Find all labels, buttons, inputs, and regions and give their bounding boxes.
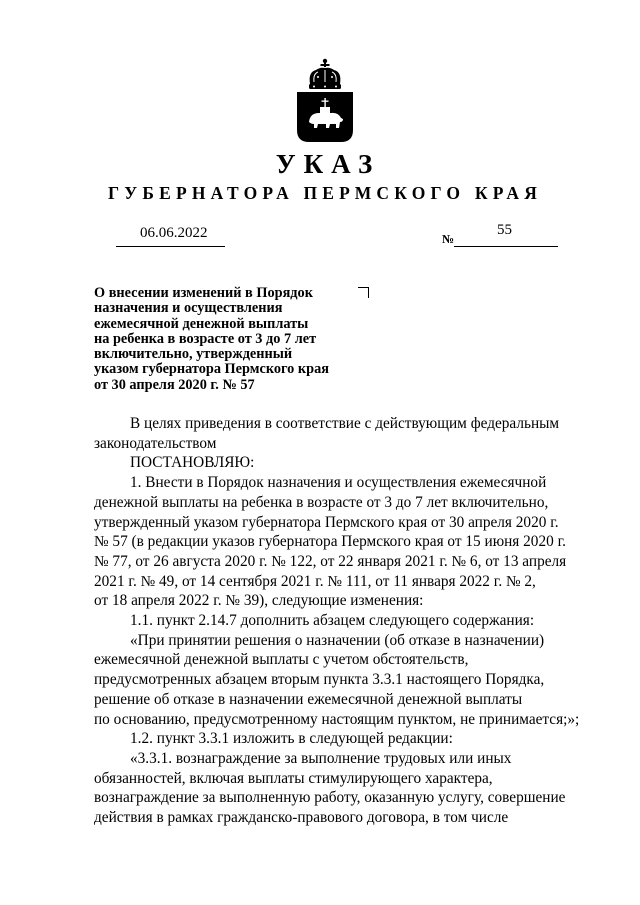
body-line: действия в рамках гражданско-правового договора, в том числе <box>94 809 509 827</box>
body-line: «При принятии решения о назначении (об отказе в назначении) <box>130 631 545 649</box>
subject-line: указом губернатора Пермского края <box>94 361 329 378</box>
body-line: 1. Внести в Порядок назначения и осуществления ежемесячной <box>130 474 547 492</box>
number-underline <box>454 246 558 247</box>
body-line: ежемесячной денежной выплаты с учетом обстоятельств, <box>94 651 469 669</box>
subject-line: О внесении изменений в Порядок <box>94 285 313 301</box>
body-line: 1.1. пункт 2.14.7 дополнить абзацем следующего содержания: <box>130 612 535 630</box>
subject-line: на ребенка в возрасте от 3 до 7 лет <box>94 330 317 347</box>
body-line: решение об отказе в назначении ежемесячной денежной выплаты <box>94 690 523 708</box>
document-subject <box>94 286 384 393</box>
body-line: 1.2. пункт 3.3.1 изложить в следующей редакции: <box>130 730 453 748</box>
body-line: от 18 апреля 2022 г. № 39), следующие изменения: <box>94 592 424 610</box>
body-line: денежной выплаты на ребенка в возрасте от 3 до 7 лет включительно, <box>94 493 549 511</box>
document-title: УКАЗ <box>275 149 381 179</box>
subject-corner-mark <box>358 287 369 298</box>
subject-line: включительно, утвержденный <box>94 346 293 363</box>
body-line: № 57 (в редакции указов губернатора Пермского края от 15 июня 2020 г. <box>94 533 566 551</box>
body-line: вознаграждение за выполненную работу, оказанную услугу, совершение <box>94 789 566 807</box>
body-line: утвержденный указом губернатора Пермского края от 30 апреля 2020 г. <box>94 513 559 531</box>
document-body <box>94 414 584 828</box>
subject-line: от 30 апреля 2020 г. № 57 <box>94 376 255 393</box>
document-date: 06.06.2022 <box>140 225 208 241</box>
body-line: «3.3.1. вознаграждение за выполнение трудовых или иных <box>130 749 512 767</box>
coat-of-arms-icon <box>296 58 354 144</box>
date-underline <box>116 246 225 247</box>
body-line: ПОСТАНОВЛЯЮ: <box>130 454 255 472</box>
body-line: законодательством <box>94 434 217 452</box>
document-subtitle: ГУБЕРНАТОРА ПЕРМСКОГО КРАЯ <box>107 183 543 203</box>
subject-line: назначения и осуществления <box>94 300 283 317</box>
document-number: 55 <box>497 222 512 238</box>
body-line: предусмотренных абзацем вторым пункта 3.3.1 настоящего Порядка, <box>94 671 545 689</box>
subject-line: ежемесячной денежной выплаты <box>94 315 309 332</box>
body-line: обязанностей, включая выплаты стимулирующего характера, <box>94 769 493 787</box>
number-sign: № <box>442 232 455 246</box>
body-line: № 77, от 26 августа 2020 г. № 122, от 22 января 2021 г. № 6, от 13 апреля <box>94 552 567 570</box>
body-line: 2021 г. № 49, от 14 сентября 2021 г. № 111, от 11 января 2022 г. № 2, <box>94 572 536 590</box>
body-line: по основанию, предусмотренному настоящим пунктом, не принимается;»; <box>94 710 580 728</box>
body-line: В целях приведения в соответствие с действующим федеральным <box>130 415 560 432</box>
